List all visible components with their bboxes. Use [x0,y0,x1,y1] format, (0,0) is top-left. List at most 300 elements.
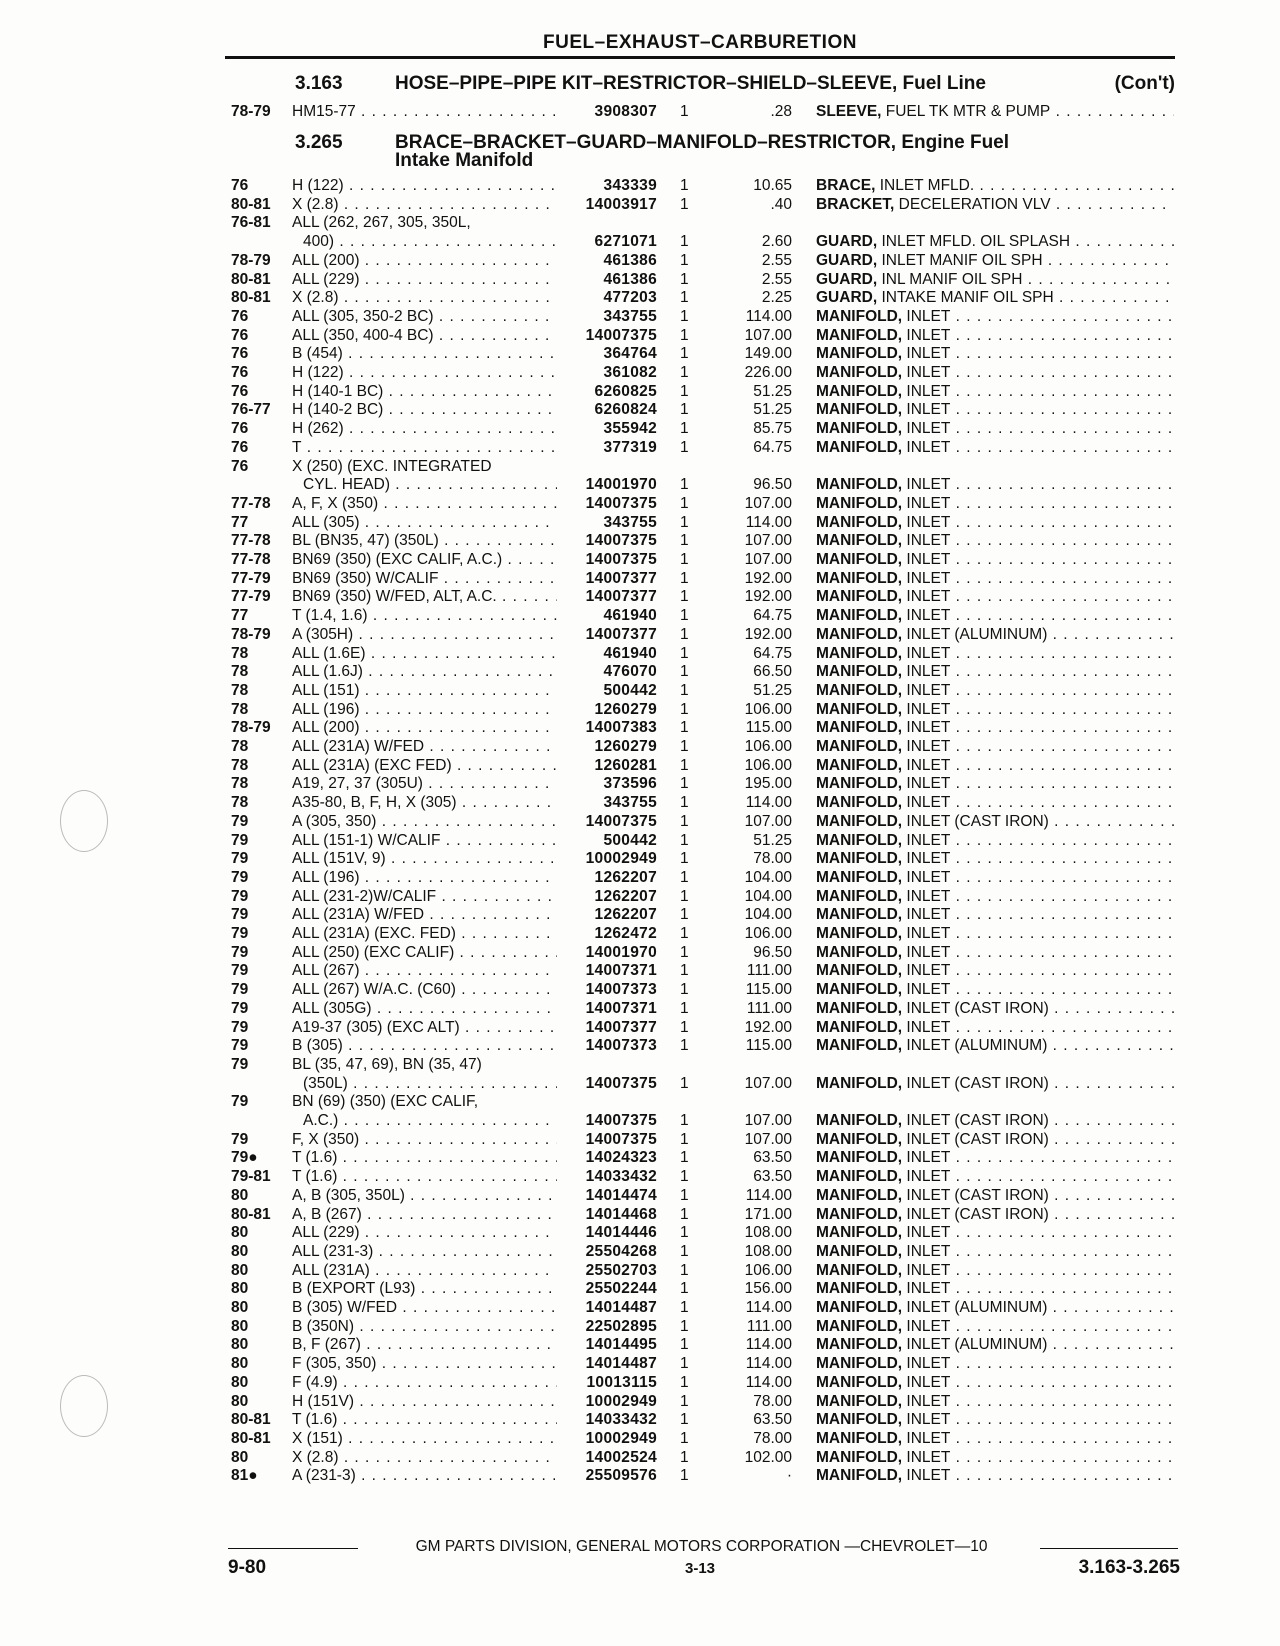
quantity: 1 [680,307,689,325]
table-row [0,438,1280,457]
application: ALL (231-2)W/CALIF . . . [292,887,557,906]
model-year: 76 [231,420,249,438]
table-row [0,176,1280,195]
application: X (151) . . . [292,1429,557,1448]
quantity: 1 [680,663,689,681]
model-year: 79 [231,925,249,942]
description-detail: INLET (CAST IRON) [902,1186,1049,1204]
application: ALL (231A) W/FED . . . [292,737,557,756]
model-year: 78 [231,756,249,774]
quantity: 1 [680,494,689,512]
model-year: 80 [231,1373,249,1391]
application: A19-37 (305) (EXC ALT) . . . [292,1018,557,1037]
price: 114.00 [745,1299,792,1316]
price: 156.00 [744,1280,792,1298]
quantity: 1 [680,438,689,456]
model-year: 78 [231,775,249,793]
part-number: 14014446 [585,1224,657,1242]
table-row [0,625,1280,644]
application: A (305, 350) . . . [292,812,557,831]
description [816,1074,1174,1093]
part-number: 10002949 [585,1392,657,1410]
description [816,700,1174,719]
table-row [0,1298,1280,1317]
description [816,587,1174,606]
description [816,662,1174,681]
description-detail: INLET [902,1242,951,1260]
description-noun: MANIFOLD, [816,1467,903,1485]
application: A (231-3) . . . [292,1466,557,1485]
application: ALL (1.6E) . . . [292,644,557,663]
description-detail: INLET [902,1224,951,1242]
application: ALL (231A) (EXC FED) . . . [292,756,557,775]
description [816,344,1174,363]
description-detail: INLET [902,345,951,363]
part-number: 373596 [603,775,657,793]
price: 107.00 [744,1130,792,1148]
quantity: 1 [680,962,689,980]
description [816,831,1174,850]
application: B (EXPORT (L93) . . . [292,1279,557,1298]
model-year: 76 [231,177,249,194]
description [816,419,1174,438]
quantity: 1 [680,925,689,942]
price: 114.00 [745,794,792,812]
application: ALL (1.6J) . . . [292,662,557,681]
description-noun: MANIFOLD, [816,1448,903,1466]
description-detail: INLET [902,738,951,755]
model-year: 79 [231,868,249,886]
description-noun: MANIFOLD, [816,831,903,849]
description-noun: MANIFOLD, [816,1429,903,1447]
quantity: 1 [680,551,689,568]
description [816,382,1174,401]
price: 66.50 [753,663,792,681]
model-year: 78-79 [231,251,271,269]
part-number: 14014487 [585,1355,657,1373]
description [816,1130,1174,1149]
model-year: 79● [231,1149,258,1167]
price: 51.25 [753,831,792,849]
description [816,1279,1174,1298]
application: ALL (200) . . . [292,251,557,270]
part-number: 14033432 [585,1411,657,1429]
application: F (305, 350) . . . [292,1354,557,1373]
quantity: 1 [680,625,689,643]
part-number: 14007375 [585,551,657,568]
footer-rule-left [228,1548,358,1549]
table-row [0,400,1280,419]
model-year: 79 [231,943,249,961]
model-year: 76 [231,345,249,363]
price: 106.00 [744,700,792,718]
table-row [0,326,1280,345]
application: ALL (229) . . . [292,1223,557,1242]
model-year: 78 [231,738,249,755]
part-number: 14007371 [585,999,657,1017]
description-noun: MANIFOLD, [816,1224,903,1242]
description [816,1410,1174,1429]
part-number: 25509576 [585,1467,657,1485]
price: 111.00 [746,999,792,1017]
description-noun: GUARD, [816,251,878,269]
model-year: 76-77 [231,401,271,419]
description-noun: MANIFOLD, [816,1037,903,1055]
price: 114.00 [745,513,792,531]
description-noun: MANIFOLD, [816,1130,903,1148]
description-detail: INLET [902,607,951,625]
quantity: 1 [680,382,689,400]
table-row [0,1092,1280,1111]
description-noun: MANIFOLD, [816,494,903,512]
description-detail: INLET [902,326,951,344]
model-year: 80 [231,1355,249,1373]
description-detail: INLET [902,551,951,568]
price: 107.00 [744,812,792,830]
model-year: 79 [231,981,249,999]
quantity: 1 [680,195,689,213]
description-detail: INLET [902,1411,951,1429]
quantity: 1 [680,738,689,755]
description [816,195,1174,214]
model-year: 80 [231,1336,249,1354]
description-noun: MANIFOLD, [816,1392,903,1410]
application: (350L) . . . [303,1074,557,1093]
price: 106.00 [744,1261,792,1279]
part-number: 14007383 [585,719,657,737]
application: ALL (151) . . . [292,681,557,700]
description-noun: MANIFOLD, [816,1261,903,1279]
price: 107.00 [744,1074,792,1092]
table-row [0,868,1280,887]
description-detail: INL MANIF OIL SPH [877,270,1023,288]
part-number: 1260281 [594,756,657,774]
description-noun: MANIFOLD, [816,663,903,681]
section-title: HOSE–PIPE–PIPE KIT–RESTRICTOR–SHIELD–SLEEVE, Fuel Line [395,73,986,94]
price: 171.00 [744,1205,792,1223]
application: ALL (229) . . . [292,270,557,289]
table-row [0,1167,1280,1186]
table-row [0,531,1280,550]
part-number: 377319 [603,438,657,456]
quantity: 1 [680,420,689,438]
description-noun: MANIFOLD, [816,644,903,662]
part-number: 14007377 [585,625,657,643]
description [816,288,1174,307]
description [816,232,1174,251]
model-year: 79 [231,831,249,849]
model-year: 80 [231,1392,249,1410]
price: 104.00 [744,906,792,924]
table-row [0,270,1280,289]
section-code: 3.163 [295,73,343,94]
model-year: 79 [231,1130,249,1148]
description-noun: MANIFOLD, [816,1299,903,1316]
table-row [0,644,1280,663]
part-number: 14014495 [585,1336,657,1354]
price: 63.50 [753,1149,792,1167]
description [816,737,1174,756]
table-row [0,382,1280,401]
model-year: 80-81 [231,195,271,213]
description-noun: MANIFOLD, [816,1205,903,1223]
description-noun: MANIFOLD, [816,906,903,924]
application: B, F (267) . . . [292,1335,557,1354]
price: 85.75 [753,420,792,438]
description [816,475,1174,494]
table-row [0,1279,1280,1298]
application: X (2.8) . . . [292,1448,557,1467]
part-number: 14014468 [585,1205,657,1223]
price: 64.75 [753,607,792,625]
part-number: 14007375 [585,812,657,830]
application: B (305) W/FED . . . [292,1298,557,1317]
quantity: 1 [680,1411,689,1429]
application: ALL (350, 400-4 BC) . . . [292,326,557,345]
part-number: 343755 [603,307,657,325]
table-row [0,1036,1280,1055]
table-row [0,1242,1280,1261]
table-row [0,475,1280,494]
quantity: 1 [680,401,689,419]
price: 64.75 [753,644,792,662]
price: 149.00 [744,345,792,363]
model-year: 79 [231,850,249,868]
price: 192.00 [744,625,792,643]
table-row [0,681,1280,700]
part-number: 3908307 [594,103,657,120]
model-year: 79 [231,1018,249,1036]
application: ALL (262, 267, 305, 350L, [292,214,471,232]
application: ALL (231A) . . . [292,1261,557,1280]
price: 107.00 [744,494,792,512]
part-number: 14002524 [585,1448,657,1466]
part-number: 10013115 [586,1373,657,1391]
description-detail: INLET (CAST IRON) [902,1112,1049,1129]
application: T (1.6) . . . [292,1410,557,1429]
description [816,569,1174,588]
price: 226.00 [744,364,792,381]
quantity: 1 [680,513,689,531]
model-year: 80 [231,1186,249,1204]
description-noun: MANIFOLD, [816,307,903,325]
part-number: 14007375 [585,1074,657,1092]
table-row [0,1354,1280,1373]
model-year: 79 [231,999,249,1017]
quantity: 1 [680,1467,689,1485]
description-noun: MANIFOLD, [816,476,903,494]
part-number: 364764 [603,345,657,363]
price: 115.00 [745,981,792,999]
description [816,1036,1174,1055]
model-year: 76 [231,364,249,381]
price: 107.00 [744,326,792,344]
quantity: 1 [680,775,689,793]
part-number: 14007373 [585,1037,657,1055]
model-year: 77-78 [231,532,271,550]
model-year: 78 [231,644,249,662]
quantity: 1 [680,999,689,1017]
application: ALL (231-3) . . . [292,1242,557,1261]
quantity: 1 [680,1355,689,1373]
model-year: 78-79 [231,625,271,643]
part-number: 14007375 [585,1130,657,1148]
model-year: 78 [231,681,249,699]
table-row [0,812,1280,831]
application: H (140-2 BC) . . . [292,400,557,419]
quantity: 1 [680,1018,689,1036]
application: T (1.4, 1.6) . . . [292,606,557,625]
quantity: 1 [680,887,689,905]
application: CYL. HEAD) . . . [303,475,557,494]
description-detail: INTAKE MANIF OIL SPH [877,289,1054,307]
table-row [0,905,1280,924]
quantity: 1 [680,326,689,344]
description [816,905,1174,924]
description [816,924,1174,943]
application: ALL (196) . . . [292,700,557,719]
description-detail: INLET [902,382,951,400]
quantity: 1 [680,1168,689,1186]
part-number: 14007375 [585,1112,657,1129]
part-number: 343755 [603,513,657,531]
application: H (140-1 BC) . . . [292,382,557,401]
description-noun: MANIFOLD, [816,1373,903,1391]
price: 63.50 [753,1168,792,1186]
description-detail: INLET [902,925,951,942]
description [816,980,1174,999]
part-number: 14003917 [585,195,657,213]
part-number: 500442 [603,681,657,699]
description [816,513,1174,532]
description-noun: MANIFOLD, [816,420,903,438]
model-year: 78-79 [231,103,271,120]
price: 106.00 [744,756,792,774]
application: A.C.) . . . [303,1111,557,1130]
part-number: 14001970 [585,943,657,961]
description [816,1298,1174,1317]
table-row [0,550,1280,569]
model-year: 77 [231,513,249,531]
model-year: 78 [231,700,249,718]
part-number: 500442 [603,831,657,849]
part-number: 6260825 [594,382,657,400]
application: A, B (267) . . . [292,1205,557,1224]
part-number: 1260279 [594,738,657,755]
quantity: 1 [680,1261,689,1279]
application: B (305) . . . [292,1036,557,1055]
description-noun: MANIFOLD, [816,625,903,643]
price: 107.00 [744,532,792,550]
section-title: BRACE–BRACKET–GUARD–MANIFOLD–RESTRICTOR, Engine Fuel [395,132,1010,153]
model-year: 80 [231,1448,249,1466]
quantity: 1 [680,1317,689,1335]
quantity: 1 [680,1130,689,1148]
application: H (151V) . . . [292,1392,557,1411]
part-number: 14007371 [585,962,657,980]
description [816,1429,1174,1448]
application: A19, 27, 37 (305U) . . . [292,774,557,793]
table-row [0,1074,1280,1093]
description-detail: INLET (CAST IRON) [902,812,1049,830]
description-noun: MANIFOLD, [816,532,903,550]
model-year: 80 [231,1299,249,1316]
table-row [0,1466,1280,1485]
quantity: 1 [680,719,689,737]
description [816,326,1174,345]
table-row [0,1223,1280,1242]
table-row [0,494,1280,513]
description-noun: MANIFOLD, [816,569,903,587]
description-noun: MANIFOLD, [816,326,903,344]
quantity: 1 [680,1186,689,1204]
price: 115.00 [745,719,792,737]
quantity: 1 [680,1224,689,1242]
description-detail: INLET (CAST IRON) [902,1205,1049,1223]
quantity: 1 [680,607,689,625]
table-row [0,1111,1280,1130]
table-row [0,1261,1280,1280]
description-noun: MANIFOLD, [816,588,903,606]
description-noun: MANIFOLD, [816,1317,903,1335]
description [816,363,1174,382]
description [816,1186,1174,1205]
price: 78.00 [753,1429,792,1447]
model-year: 79 [231,1055,249,1073]
quantity: 1 [680,1336,689,1354]
quantity: 1 [680,233,689,251]
price: 114.00 [745,1355,792,1373]
description-detail: INLET [902,364,951,381]
description-noun: MANIFOLD, [816,1149,903,1167]
application: F, X (350) . . . [292,1130,557,1149]
table-row [0,587,1280,606]
table-row [0,793,1280,812]
description [816,887,1174,906]
description [816,400,1174,419]
price: · [786,1467,792,1485]
description-noun: MANIFOLD, [816,551,903,568]
price: 64.75 [753,438,792,456]
description-detail: INLET [902,1168,951,1186]
table-row [0,569,1280,588]
part-number: 25502244 [585,1280,657,1298]
description [816,1167,1174,1186]
description-detail: INLET [902,420,951,438]
quantity: 1 [680,794,689,812]
table-row [0,999,1280,1018]
application: ALL (151V, 9) . . . [292,849,557,868]
description-detail: INLET [902,962,951,980]
description-noun: MANIFOLD, [816,345,903,363]
quantity: 1 [680,1280,689,1298]
description-detail: INLET [902,794,951,812]
model-year: 76 [231,438,249,456]
description [816,1018,1174,1037]
part-number: 14001970 [585,476,657,494]
part-number: 361082 [603,364,657,381]
table-row [0,943,1280,962]
application: ALL (305, 350-2 BC) . . . [292,307,557,326]
description [816,1317,1174,1336]
description-noun: MANIFOLD, [816,1074,903,1092]
description [816,102,1174,121]
description-detail: INLET [902,831,951,849]
price: 106.00 [744,925,792,942]
price: 195.00 [744,775,792,793]
price: 104.00 [744,868,792,886]
model-year: 80-81 [231,289,271,307]
